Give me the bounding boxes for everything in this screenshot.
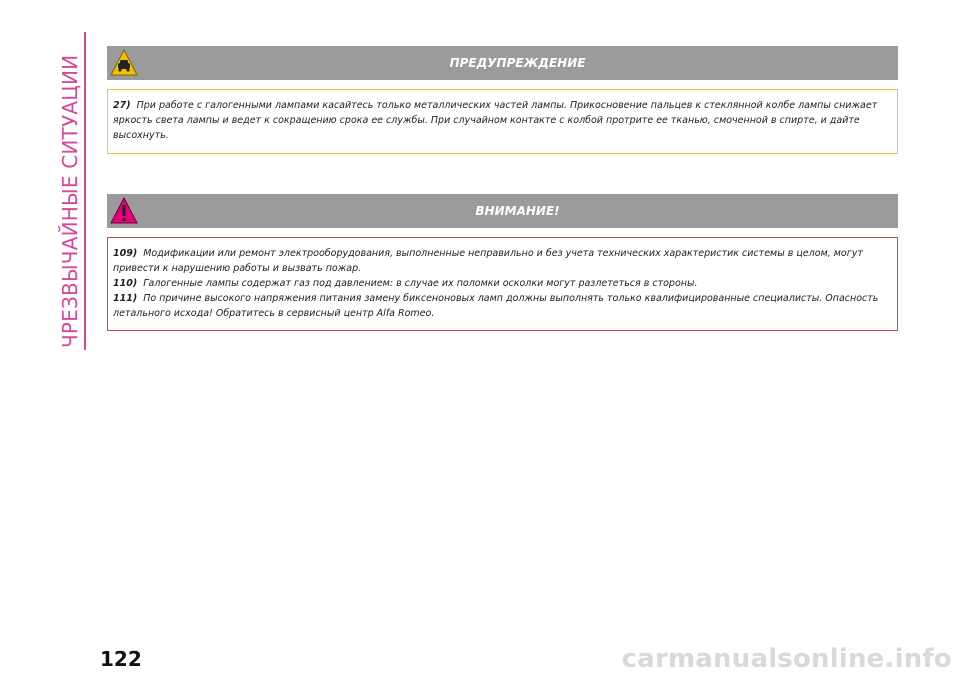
warning-title: ПРЕДУПРЕЖДЕНИЕ: [449, 56, 586, 70]
caution-item-number: 110): [113, 278, 138, 289]
caution-title: ВНИМАНИЕ!: [475, 204, 560, 218]
caution-item: [113, 276, 889, 291]
caution-item-number: 111): [113, 293, 138, 304]
caution-item-text: По причине высокого напряжения питания замену биксеноновых ламп должны выполнять только квалифицированные специалисты. Опасность летального исхода! Обратитесь в сервисный центр Alfa Romeo.: [113, 293, 879, 319]
caution-box: [107, 237, 898, 331]
section-title-vertical: [57, 28, 83, 348]
caution-item: [113, 291, 889, 321]
warning-box: [107, 89, 898, 154]
caution-item-text: Галогенные лампы содержат газ под давлением: в случае их поломки осколки могут разлететься в стороны.: [143, 278, 698, 289]
section-divider: [84, 32, 86, 350]
caution-header: [107, 194, 898, 228]
caution-item-text: Модификации или ремонт электрооборудования, выполненные неправильно и без учета технических характеристик системы в целом, могут привести к нарушению работы и вызвать пожар.: [113, 248, 863, 274]
warning-item-text: При работе с галогенными лампами касайтесь только металлических частей лампы. Прикосновение пальцев к стеклянной колбе лампы снижает яркость света лампы и ведет к сокращению срока ее службы. При случайном контакте с колбой протрите ее тканью, смоченной в спирте, и дайте высохнуть.: [113, 100, 878, 141]
warning-header: [107, 46, 898, 80]
caution-item-number: 109): [113, 248, 138, 259]
section-title-text: ЧРЕЗВЫЧАЙНЫЕ СИТУАЦИИ: [58, 54, 82, 348]
warning-item-number: 27): [113, 100, 131, 111]
warning-item: [113, 98, 889, 143]
caution-item: [113, 246, 889, 276]
watermark: carmanualsonline.info: [621, 644, 952, 674]
page-number: 122: [100, 647, 142, 671]
